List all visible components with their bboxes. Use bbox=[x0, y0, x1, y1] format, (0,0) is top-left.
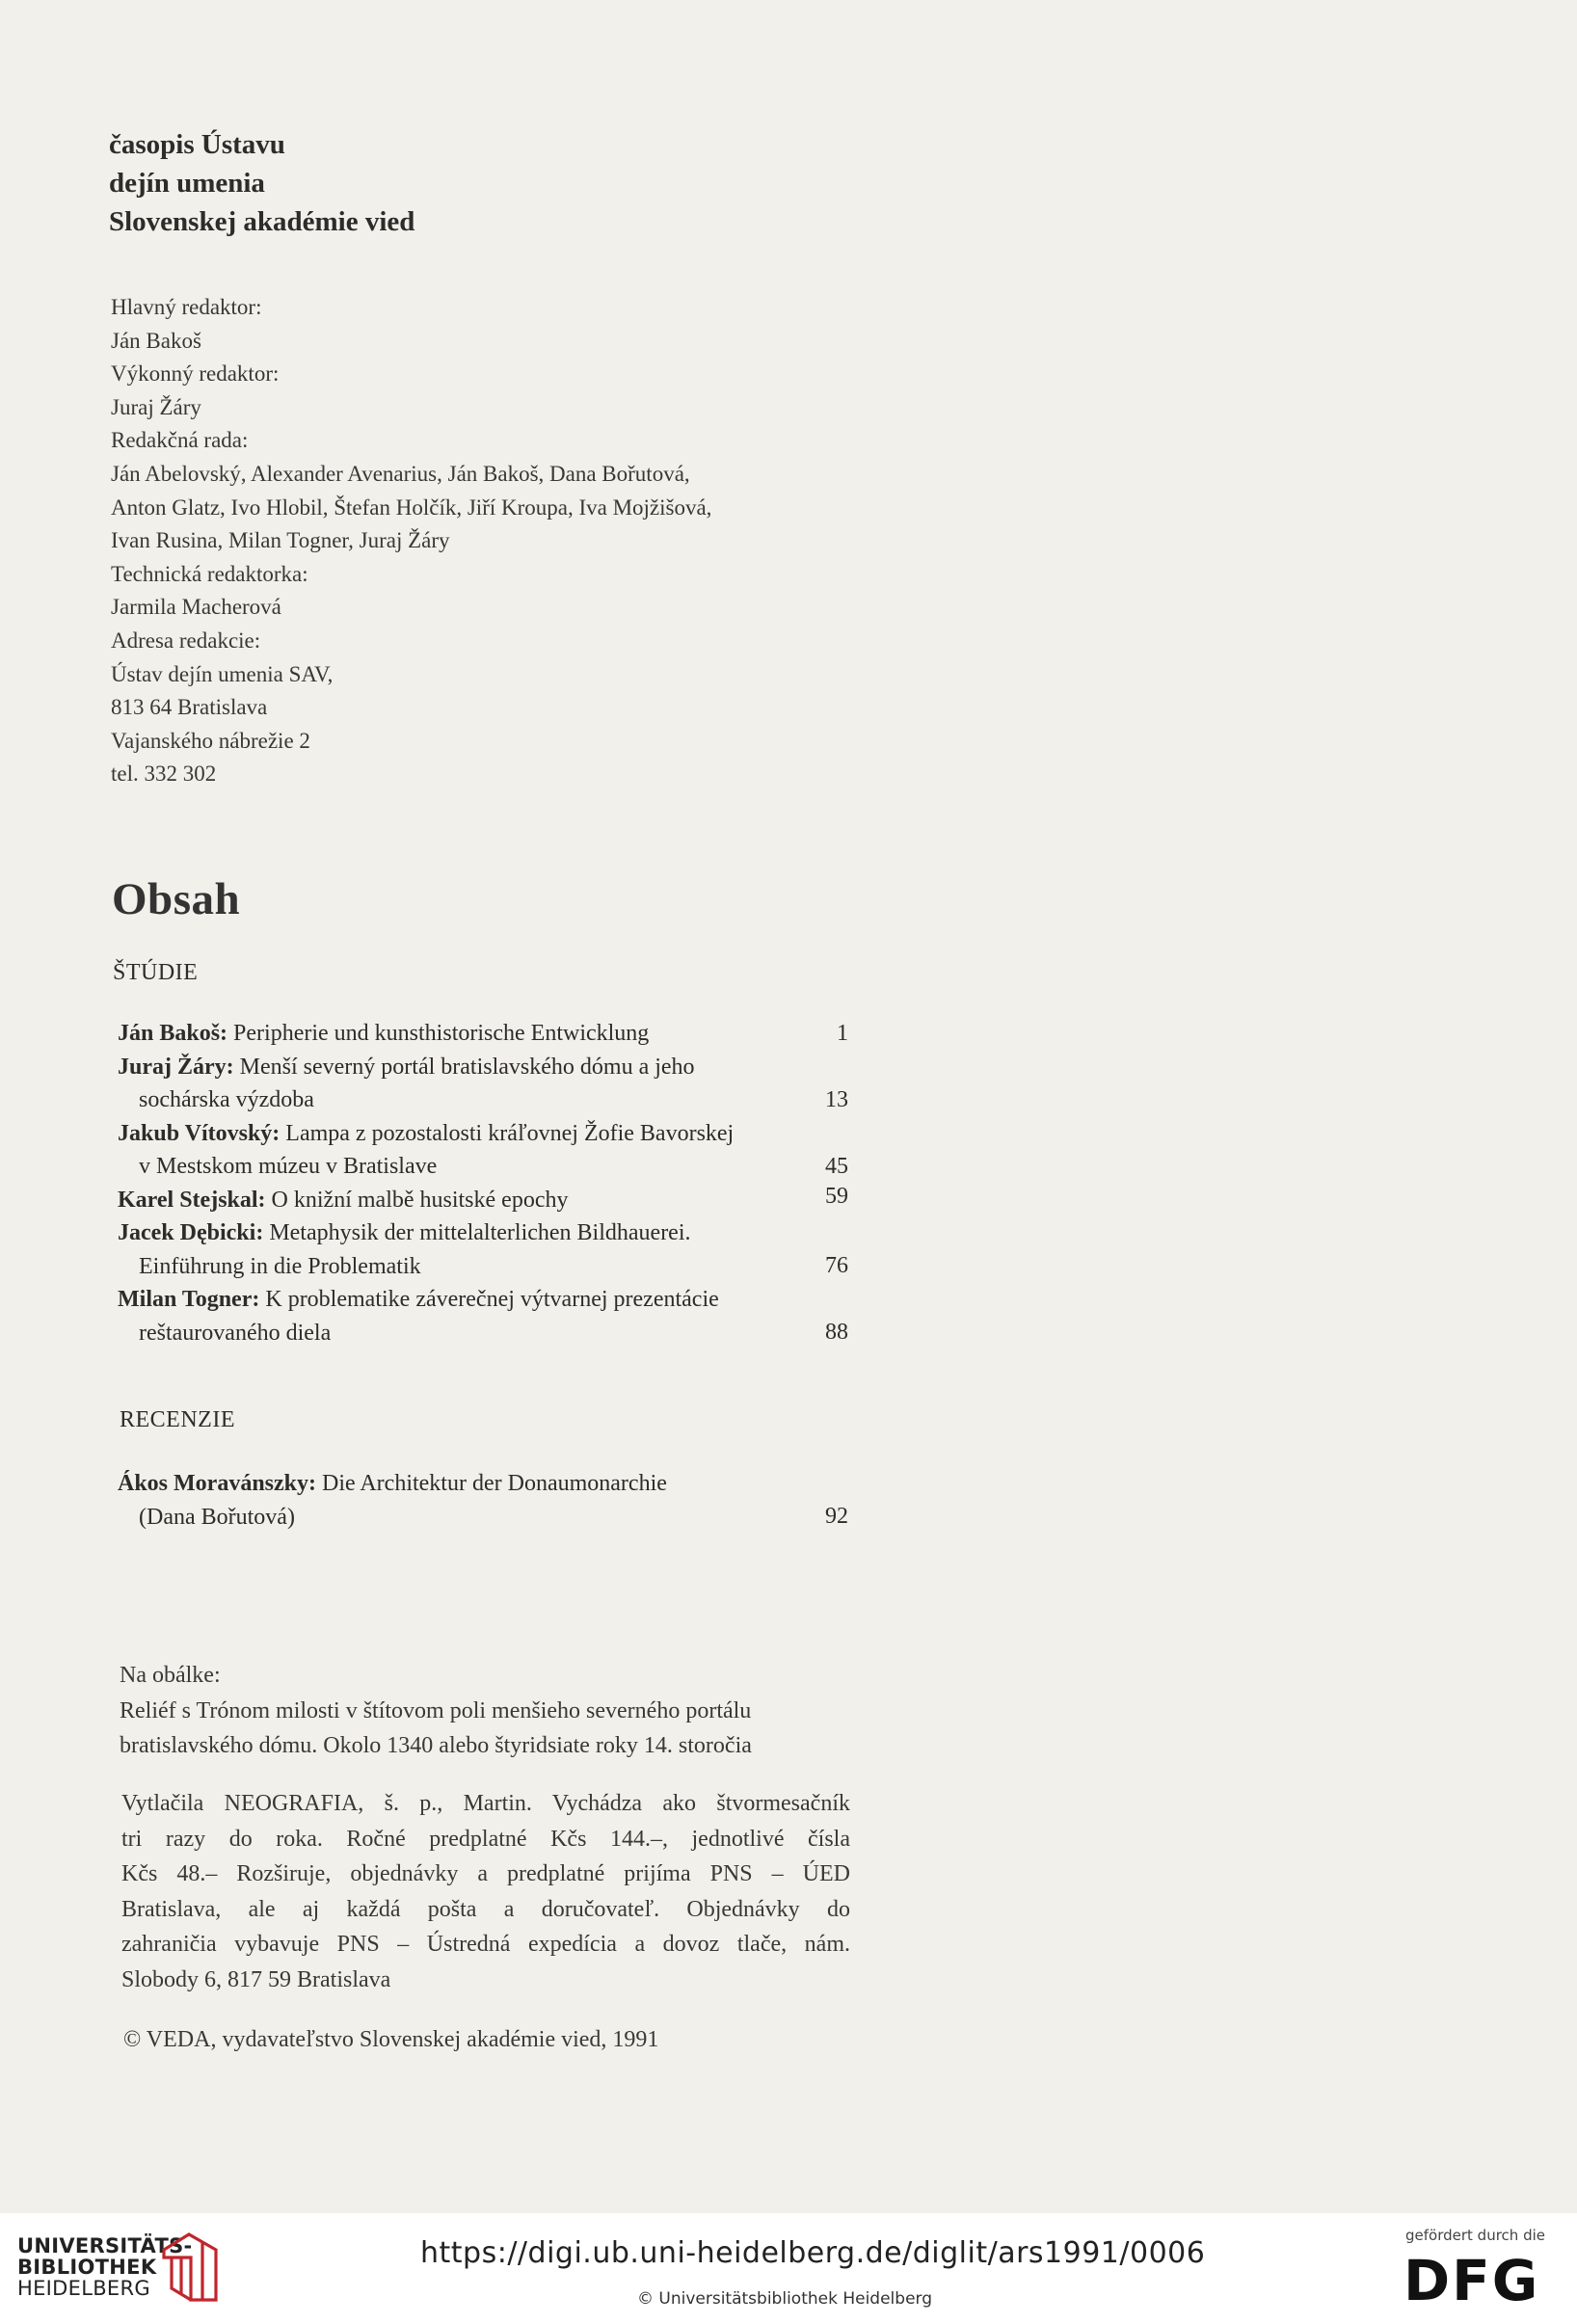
entry-page: 76 bbox=[825, 1253, 848, 1278]
copyright-notice: © VEDA, vydavateľstvo Slovenskej akadémie vied, 1991 bbox=[123, 2027, 659, 2052]
library-name-line: UNIVERSITÄTS- bbox=[17, 2234, 193, 2257]
toc-entry bbox=[118, 1017, 848, 1051]
toc-entry bbox=[118, 1117, 848, 1184]
entry-page: 45 bbox=[825, 1153, 848, 1179]
printer-info bbox=[121, 1786, 850, 1997]
entry-page: 88 bbox=[825, 1320, 848, 1345]
entry-title: Lampa z pozostalosti kráľovnej Žofie Bavorskej bbox=[285, 1120, 735, 1146]
entry-author: Milan Togner: bbox=[118, 1287, 260, 1312]
masthead-line: časopis Ústavu bbox=[109, 129, 285, 160]
printer-line: Bratislava, ale aj každá pošta a doručovateľ. Objednávky do bbox=[121, 1896, 850, 1922]
printer-line: tri razy do roka. Ročné predplatné Kčs 144.–, jednotlivé čísla bbox=[121, 1826, 850, 1852]
entry-author: Karel Stejskal: bbox=[118, 1187, 266, 1213]
toc-entry bbox=[118, 1283, 848, 1349]
printer-line: Slobody 6, 817 59 Bratislava bbox=[121, 1966, 391, 1992]
entry-author: Juraj Žáry: bbox=[118, 1054, 234, 1080]
credit-line: Hlavný redaktor: bbox=[111, 295, 262, 319]
library-name-line: BIBLIOTHEK bbox=[17, 2256, 157, 2279]
printer-line: Vytlačila NEOGRAFIA, š. p., Martin. Vychádza ako štvormesačník bbox=[121, 1791, 850, 1816]
credit-line: Juraj Žáry bbox=[111, 394, 201, 419]
masthead-line: dejín umenia bbox=[109, 168, 265, 199]
credit-line: Adresa redakcie: bbox=[111, 628, 261, 653]
reviews-list bbox=[118, 1467, 848, 1534]
credit-line: Ján Bakoš bbox=[111, 328, 201, 353]
entry-title-continuation: reštaurovaného diela bbox=[139, 1320, 332, 1346]
masthead-line: Slovenskej akadémie vied bbox=[109, 206, 415, 237]
entry-page: 1 bbox=[837, 1021, 848, 1046]
entry-title: Metaphysik der mittelalterlichen Bildhauerei. bbox=[269, 1220, 691, 1245]
printer-line: zahraničia vybavuje PNS – Ústredná expedícia a dovoz tlače, nám. bbox=[121, 1932, 850, 1957]
editorial-credits bbox=[111, 291, 711, 791]
entry-title: Menší severný portál bratislavského dómu a jeho bbox=[239, 1054, 695, 1080]
credit-line: Ústav dejín umenia SAV, bbox=[111, 661, 334, 686]
credit-line: 813 64 Bratislava bbox=[111, 695, 268, 720]
journal-masthead bbox=[109, 125, 414, 241]
credit-line: Výkonný redaktor: bbox=[111, 361, 280, 387]
library-logo-icon bbox=[160, 2229, 220, 2306]
toc-entry bbox=[118, 1467, 848, 1534]
studies-list bbox=[118, 1017, 848, 1349]
credit-line: Jarmila Macherová bbox=[111, 595, 281, 620]
dfg-logo: DFG bbox=[1403, 2248, 1540, 2313]
entry-title-continuation: sochárska výzdoba bbox=[139, 1087, 314, 1112]
contents-title: Obsah bbox=[112, 874, 241, 924]
entry-title: Die Architektur der Donaumonarchie bbox=[322, 1471, 667, 1496]
credit-line: Technická redaktorka: bbox=[111, 561, 308, 586]
toc-entry bbox=[118, 1051, 848, 1117]
entry-title-continuation: Einführung in die Problematik bbox=[139, 1253, 421, 1279]
entry-title-continuation: (Dana Bořutová) bbox=[139, 1504, 295, 1530]
cover-label: Na obálke: bbox=[120, 1663, 221, 1688]
cover-note bbox=[120, 1658, 852, 1764]
credit-line: tel. 332 302 bbox=[111, 761, 217, 787]
entry-title-continuation: v Mestskom múzeu v Bratislave bbox=[139, 1154, 438, 1179]
printer-line: Kčs 48.– Rozširuje, objednávky a predplatné prijíma PNS – ÚED bbox=[121, 1861, 850, 1886]
credit-line: Redakčná rada: bbox=[111, 428, 249, 453]
footer-bar bbox=[0, 2213, 1577, 2324]
library-name-line: HEIDELBERG bbox=[17, 2277, 150, 2300]
credit-line: Vajanského nábrežie 2 bbox=[111, 728, 310, 753]
studies-heading: ŠTÚDIE bbox=[113, 960, 199, 985]
entry-author: Jacek Dębicki: bbox=[118, 1220, 264, 1245]
toc-entry bbox=[118, 1216, 848, 1283]
entry-page: 92 bbox=[825, 1504, 848, 1529]
entry-title: Peripherie und kunsthistorische Entwicklung bbox=[233, 1021, 650, 1046]
entry-page: 59 bbox=[825, 1183, 848, 1209]
credit-line: Anton Glatz, Ivo Hlobil, Štefan Holčík, Jiří Kroupa, Iva Mojžišová, bbox=[111, 494, 712, 520]
entry-author: Ákos Moravánszky: bbox=[118, 1471, 317, 1496]
entry-author: Ján Bakoš: bbox=[118, 1021, 228, 1046]
cover-line: Reliéf s Trónom milosti v štítovom poli menšieho severného portálu bbox=[120, 1697, 752, 1723]
funding-label: gefördert durch die bbox=[1405, 2227, 1545, 2244]
document-url[interactable]: https://digi.ub.uni-heidelberg.de/diglit/ars1991/0006 bbox=[420, 2236, 1206, 2270]
reviews-heading: RECENZIE bbox=[120, 1407, 235, 1432]
credit-line: Ivan Rusina, Milan Togner, Juraj Žáry bbox=[111, 528, 450, 553]
cover-line: bratislavského dómu. Okolo 1340 alebo štyridsiate roky 14. storočia bbox=[120, 1733, 752, 1758]
entry-author: Jakub Vítovský: bbox=[118, 1120, 281, 1146]
credit-line: Ján Abelovský, Alexander Avenarius, Ján Bakoš, Dana Bořutová, bbox=[111, 461, 690, 486]
footer-copyright: © Universitätsbibliothek Heidelberg bbox=[637, 2289, 933, 2309]
entry-page: 13 bbox=[825, 1086, 848, 1112]
entry-title: K problematike záverečnej výtvarnej prezentácie bbox=[265, 1287, 719, 1312]
toc-entry bbox=[118, 1184, 848, 1217]
entry-title: O knižní malbě husitské epochy bbox=[271, 1187, 569, 1213]
